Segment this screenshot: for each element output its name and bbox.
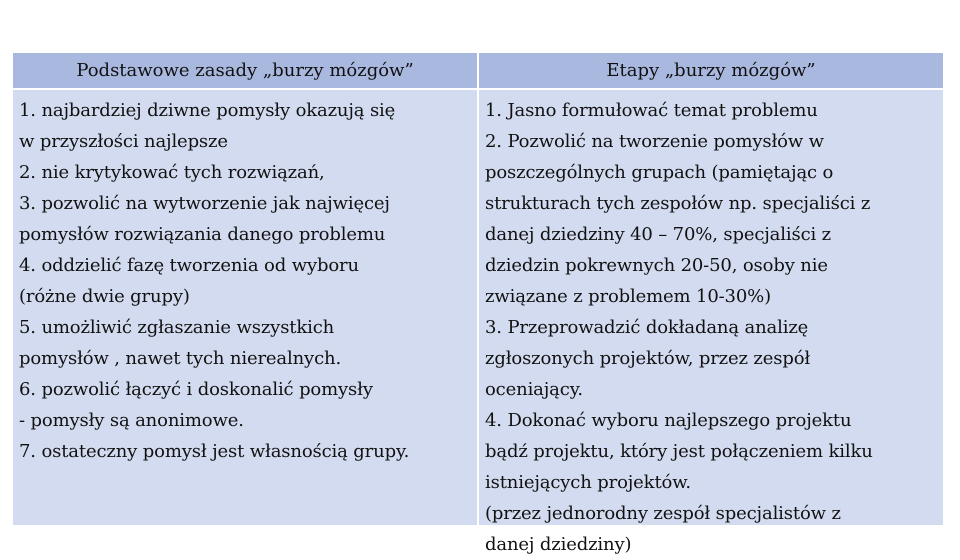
stage-line: danej dziedziny): [485, 534, 632, 555]
header-stages-label: Etapy „burzy mózgów”: [606, 59, 816, 81]
stage-line: poszczególnych grupach (pamiętając o: [485, 162, 834, 183]
stage-line: strukturach tych zespołów np. specjaliści z: [485, 193, 871, 214]
stage-line: istniejących projektów.: [485, 472, 691, 493]
principle-line: (różne dwie grupy): [19, 286, 190, 307]
principle-line: w przyszłości najlepsze: [19, 131, 228, 152]
principle-line: 3. pozwolić na wytworzenie jak najwięcej: [19, 193, 390, 214]
stage-line: zgłoszonych projektów, przez zespół: [485, 348, 811, 369]
principle-line: 4. oddzielić fazę tworzenia od wyboru: [19, 255, 359, 276]
stage-line: bądź projektu, który jest połączeniem kilku: [485, 441, 873, 462]
stage-line: 4. Dokonać wyboru najlepszego projektu: [485, 410, 852, 431]
stage-line: (przez jednorodny zespół specjalistów z: [485, 503, 841, 524]
stage-line: dziedzin pokrewnych 20-50, osoby nie: [485, 255, 828, 276]
principle-line: pomysłów , nawet tych nierealnych.: [19, 348, 342, 369]
header-basic-principles: [13, 53, 479, 88]
stages-cell: [479, 88, 943, 555]
header-basic-principles-label: Podstawowe zasady „burzy mózgów”: [76, 59, 414, 81]
stage-line: 1. Jasno formułować temat problemu: [485, 100, 818, 121]
stage-line: 2. Pozwolić na tworzenie pomysłów w: [485, 131, 824, 152]
stage-line: oceniający.: [485, 379, 583, 400]
header-stages: [479, 53, 943, 88]
stage-line: danej dziedziny 40 – 70%, specjaliści z: [485, 224, 832, 245]
principle-line: - pomysły są anonimowe.: [19, 410, 244, 431]
brainstorming-table: [13, 53, 943, 555]
principle-line: pomysłów rozwiązania danego problemu: [19, 224, 386, 245]
principles-cell: [13, 88, 479, 525]
principle-line: 7. ostateczny pomysł jest własnością grupy.: [19, 441, 410, 462]
principle-line: 6. pozwolić łączyć i doskonalić pomysły: [19, 379, 373, 400]
stage-line: 3. Przeprowadzić dokładaną analizę: [485, 317, 809, 338]
principle-line: 5. umożliwić zgłaszanie wszystkich: [19, 317, 335, 338]
stage-line: związane z problemem 10-30%): [485, 286, 771, 307]
principle-line: 2. nie krytykować tych rozwiązań,: [19, 162, 325, 183]
principle-line: 1. najbardziej dziwne pomysły okazują się: [19, 100, 396, 121]
